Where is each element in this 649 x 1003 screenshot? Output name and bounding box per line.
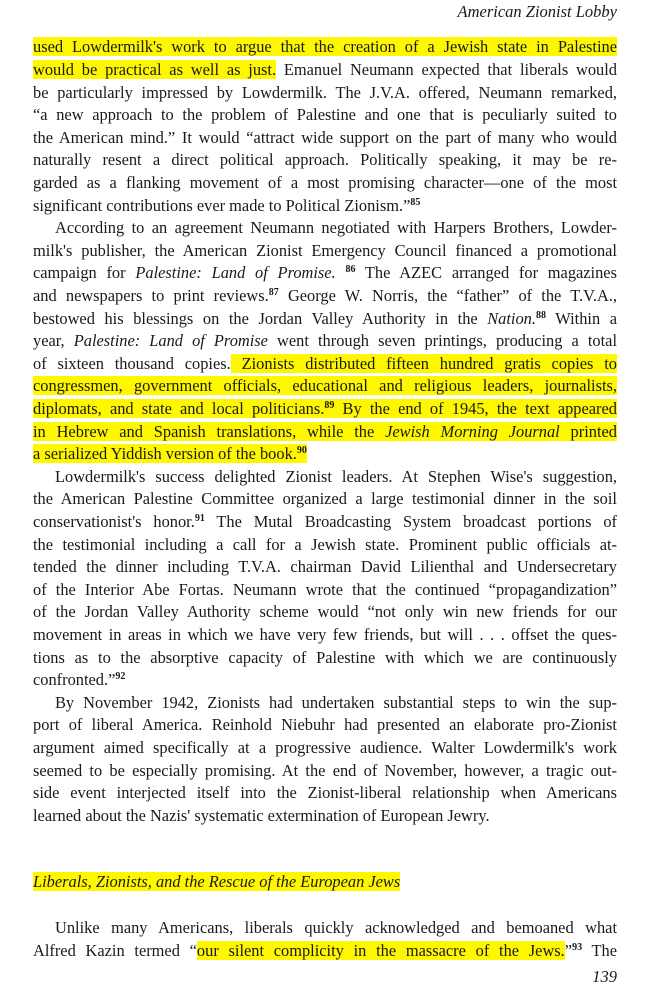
text: Alfred Kazin termed “ bbox=[33, 941, 197, 960]
text-line bbox=[33, 421, 617, 443]
text-line: argument aimed specifically at a progressive audience. Walter Lowdermilk's work bbox=[33, 738, 617, 757]
text: The AZEC arranged for magazines bbox=[355, 263, 617, 282]
text-line bbox=[33, 511, 617, 533]
text-line bbox=[33, 669, 617, 691]
text-line: port of liberal America. Reinhold Niebuhr had presented an elaborate pro-Zionist bbox=[33, 715, 617, 734]
text-line: seemed to be especially promising. At the end of November, however, a tragic out- bbox=[33, 761, 617, 780]
footnote-ref: 86 bbox=[345, 264, 356, 275]
text: conservationist's honor. bbox=[33, 512, 195, 531]
text-line bbox=[33, 330, 617, 352]
running-head: American Zionist Lobby bbox=[457, 2, 617, 21]
footnote-ref: 87 bbox=[268, 287, 279, 298]
text-line: Lowdermilk's success delighted Zionist leaders. At Stephen Wise's suggestion, bbox=[55, 467, 617, 486]
highlighted-text: Zionists distributed fifteen hundred gratis copies to bbox=[230, 354, 617, 373]
highlighted-text: congressmen, government officials, educational and religious leaders, journalists, bbox=[33, 376, 617, 395]
text: and newspapers to print reviews. bbox=[33, 286, 269, 305]
highlighted-text: used Lowdermilk's work to argue that the creation of a Jewish state in Palestine bbox=[33, 37, 617, 56]
text: printed bbox=[559, 422, 617, 441]
text-line: of the Interior Abe Fortas. Neumann wrote that the continued “propagandization” bbox=[33, 580, 617, 599]
publication-title: Jewish Morning Journal bbox=[385, 422, 560, 441]
text-line bbox=[33, 59, 617, 81]
text-line bbox=[33, 398, 617, 420]
text-line: of the Jordan Valley Authority scheme would “not only win new friends for our bbox=[33, 602, 617, 621]
text: ” bbox=[564, 941, 573, 960]
text: diplomats, and state and local politicians. bbox=[33, 399, 325, 418]
text: campaign for bbox=[33, 263, 136, 282]
text-line: milk's publisher, the American Zionist Emergency Council financed a promotional bbox=[33, 241, 617, 260]
text: George W. Norris, the “father” of the T.V.A., bbox=[278, 286, 617, 305]
highlighted-text bbox=[33, 422, 617, 441]
text-line: By November 1942, Zionists had undertaken substantial steps to win the sup- bbox=[55, 693, 617, 712]
footnote-ref: 89 bbox=[324, 400, 335, 411]
page-number: 139 bbox=[592, 967, 617, 986]
text-line: According to an agreement Neumann negotiated with Harpers Brothers, Lowder- bbox=[55, 218, 617, 237]
section-heading bbox=[33, 871, 400, 893]
text-line: garded as a flanking movement of a most promising character—one of the most bbox=[33, 173, 617, 192]
text-line bbox=[33, 262, 617, 284]
text-line bbox=[33, 443, 617, 465]
text: significant contributions ever made to Political Zionism.” bbox=[33, 196, 411, 215]
publication-title: Nation. bbox=[487, 309, 536, 328]
highlighted-text: Liberals, Zionists, and the Rescue of the European Jews bbox=[33, 872, 401, 891]
footnote-ref: 91 bbox=[194, 513, 205, 524]
text-line: be particularly impressed by Lowdermilk. The J.V.A. offered, Neumann remarked, bbox=[33, 83, 617, 102]
text: in Hebrew and Spanish translations, while the bbox=[33, 422, 386, 441]
book-title: Palestine: Land of Promise. bbox=[135, 263, 336, 282]
text-line bbox=[33, 36, 617, 58]
text-line: the American mind.” It would “attract wide support on the part of many who would bbox=[33, 128, 617, 147]
text-line: naturally resent a direct political approach. Politically speaking, it may be re- bbox=[33, 150, 617, 169]
text: a serialized Yiddish version of the book. bbox=[33, 444, 297, 463]
text-line: tions as to the absorptive capacity of Palestine with which we are continuously bbox=[33, 648, 617, 667]
highlighted-text: would be practical as well as just. bbox=[33, 60, 277, 79]
text: Emanuel Neumann expected that liberals would bbox=[276, 60, 617, 79]
text-line bbox=[33, 308, 617, 330]
text-line: “a new approach to the problem of Palestine and one that is peculiarly suited to bbox=[33, 105, 617, 124]
footnote-ref: 85 bbox=[410, 197, 421, 208]
text-line bbox=[33, 940, 617, 962]
footnote-ref: 88 bbox=[535, 310, 546, 321]
text-line: movement in areas in which we have very few friends, but will . . . offset the ques- bbox=[33, 625, 617, 644]
highlighted-text bbox=[33, 444, 307, 463]
footnote-ref: 92 bbox=[115, 671, 126, 682]
highlighted-text bbox=[33, 399, 617, 418]
text: By the end of 1945, the text appeared bbox=[334, 399, 617, 418]
book-title: Palestine: Land of Promise bbox=[73, 331, 268, 350]
footnote-ref: 93 bbox=[572, 942, 583, 953]
text: bestowed his blessings on the Jordan Valley Authority in the bbox=[33, 309, 488, 328]
text-line: tended the dinner including T.V.A. chairman David Lilienthal and Undersecretary bbox=[33, 557, 617, 576]
footnote-ref: 90 bbox=[296, 445, 307, 456]
text-line bbox=[33, 285, 617, 307]
text: confronted.” bbox=[33, 670, 116, 689]
highlighted-text: our silent complicity in the massacre of the Jews. bbox=[196, 941, 565, 960]
text-line: side event interjected itself into the Zionist-liberal relationship when Americans bbox=[33, 783, 617, 802]
text: The bbox=[582, 941, 617, 960]
text-line bbox=[33, 353, 617, 375]
text-line: Unlike many Americans, liberals quickly acknowledged and bemoaned what bbox=[55, 918, 617, 937]
text-line: the American Palestine Committee organized a large testimonial dinner in the soil bbox=[33, 489, 617, 508]
text: Within a bbox=[545, 309, 617, 328]
text: of sixteen thousand copies. bbox=[33, 354, 231, 373]
text: The Mutal Broadcasting System broadcast portions of bbox=[204, 512, 617, 531]
text: went through seven printings, producing a total bbox=[267, 331, 617, 350]
text-line bbox=[33, 195, 617, 217]
text-line bbox=[33, 375, 617, 397]
text-line: learned about the Nazis' systematic extermination of European Jewry. bbox=[33, 806, 490, 825]
text-line: the testimonial including a call for a Jewish state. Prominent public officials at- bbox=[33, 535, 617, 554]
text: year, bbox=[33, 331, 74, 350]
